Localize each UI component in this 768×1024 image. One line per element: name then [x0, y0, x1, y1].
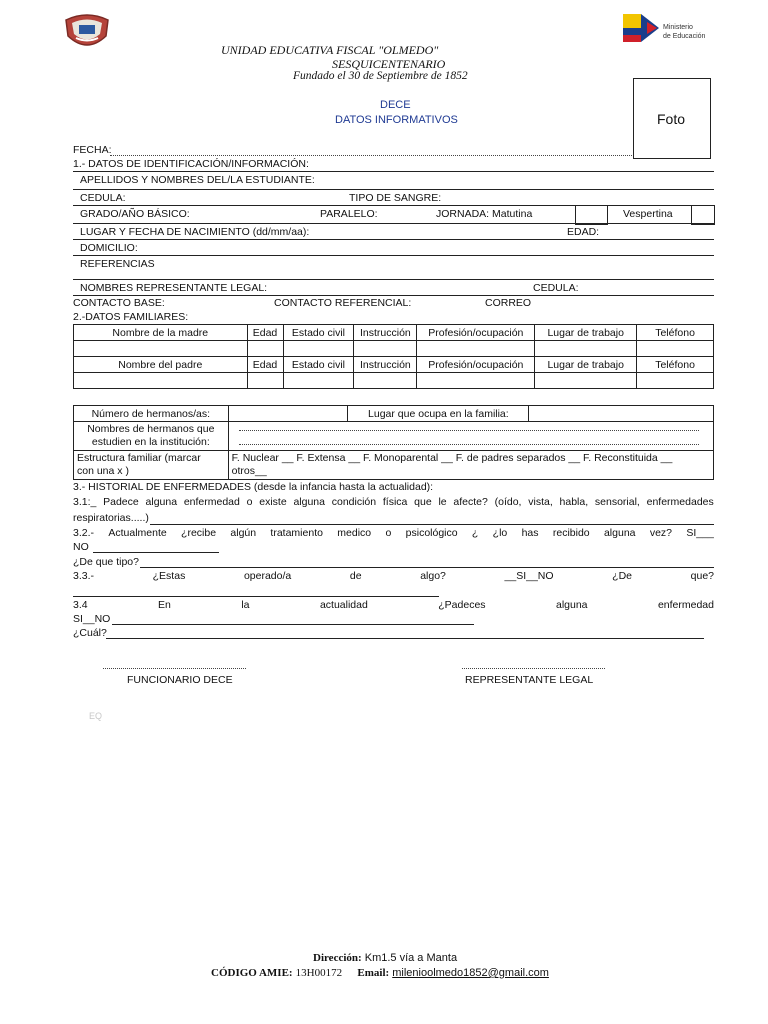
- paralelo-field[interactable]: PARALELO:: [320, 208, 378, 220]
- ministry-logo: [623, 14, 723, 44]
- question-word: vez?: [649, 527, 673, 539]
- question-word: condición: [331, 496, 377, 508]
- question-word: que?: [690, 570, 714, 582]
- question-word: o: [385, 527, 392, 539]
- question-word: vista,: [528, 496, 553, 508]
- input-cell[interactable]: [247, 341, 283, 357]
- hermanos-estudian-line2: estudien en la institución:: [91, 436, 210, 448]
- tipo-sangre-field[interactable]: TIPO DE SANGRE:: [349, 192, 442, 204]
- header-cell: Instrucción: [354, 357, 417, 373]
- grado-field[interactable]: GRADO/AÑO BÁSICO:: [80, 208, 190, 220]
- question-word: has: [521, 527, 539, 539]
- question-word: que: [414, 496, 432, 508]
- question-word: algo?: [420, 570, 446, 582]
- hermanos-estudian-label: [74, 422, 229, 451]
- direccion-label: Dirección:: [313, 952, 362, 964]
- section2-title: 2.-DATOS FAMILIARES:: [73, 311, 189, 323]
- question-word: 3.1:_: [73, 496, 97, 508]
- cedula-field[interactable]: CEDULA:: [80, 192, 126, 204]
- question-word: operado/a: [243, 570, 292, 582]
- estructura-options-line2: otros__: [231, 465, 267, 477]
- mother-header-row: [74, 325, 714, 341]
- estructura-label: [74, 451, 229, 480]
- question-word: ¿De: [612, 570, 633, 582]
- section1-title: 1.- DATOS DE IDENTIFICACIÓN/INFORMACIÓN:: [73, 158, 309, 170]
- header-cell: Profesión/ocupación: [417, 325, 535, 341]
- question-word: Actualmente: [108, 527, 167, 539]
- photo-label: Foto: [657, 111, 686, 127]
- siblings-count-row: [74, 406, 714, 422]
- edad-field[interactable]: EDAD:: [567, 226, 600, 238]
- header-cell: Lugar de trabajo: [535, 325, 637, 341]
- domicilio-field[interactable]: DOMICILIO:: [80, 242, 138, 254]
- input-cell[interactable]: [535, 373, 637, 389]
- header-cell: Teléfono: [637, 325, 714, 341]
- question-3-2: [73, 527, 714, 540]
- answer-line[interactable]: [150, 524, 714, 525]
- question-word: 3.2.-: [73, 527, 95, 539]
- question-word: habla,: [559, 496, 589, 508]
- amie-value: 13H00172: [295, 967, 343, 979]
- rule: [73, 223, 714, 224]
- contacto-base-field[interactable]: CONTACTO BASE:: [73, 297, 165, 309]
- family-structure-row: [74, 451, 714, 480]
- email-label: Email:: [357, 967, 390, 979]
- question-word: recibido: [552, 527, 590, 539]
- input-cell[interactable]: [637, 373, 714, 389]
- question-3-2-no: NO: [73, 541, 89, 553]
- fecha-line[interactable]: [110, 155, 632, 156]
- question-word: existe: [259, 496, 287, 508]
- question-word: ¿recibe: [181, 527, 217, 539]
- input-cell[interactable]: [354, 373, 417, 389]
- parents-table: [73, 324, 714, 389]
- question-3-1-line2: respiratorias.....): [73, 512, 149, 524]
- ministry-name-line1: Ministerio: [663, 24, 693, 31]
- email-link[interactable]: milenioolmedo1852@gmail.com: [392, 967, 549, 979]
- input-cell[interactable]: [535, 341, 637, 357]
- input-cell[interactable]: [354, 341, 417, 357]
- input-cell[interactable]: [74, 373, 248, 389]
- estructura-line1: Estructura familiar (marcar: [77, 452, 201, 464]
- estructura-options[interactable]: [228, 451, 713, 480]
- num-hermanos-label: Número de hermanos/as:: [74, 406, 229, 422]
- header-cell: Instrucción: [354, 325, 417, 341]
- input-cell[interactable]: [283, 341, 354, 357]
- question-word: SI___: [686, 527, 714, 539]
- footer-contact: [211, 967, 549, 979]
- rule: [73, 171, 714, 172]
- header-cell: Edad: [247, 357, 283, 373]
- photo-box: [633, 78, 711, 159]
- header-cell: Teléfono: [637, 357, 714, 373]
- header-cell: Lugar de trabajo: [535, 357, 637, 373]
- vespertina-checkbox[interactable]: [691, 205, 715, 225]
- amie-label: CÓDIGO AMIE:: [211, 967, 293, 979]
- correo-field[interactable]: CORREO: [485, 297, 532, 309]
- question-word: medico: [337, 527, 372, 539]
- header-cell: Nombre del padre: [74, 357, 248, 373]
- question-word: tratamiento: [270, 527, 323, 539]
- siblings-table: [73, 405, 714, 480]
- rule: [73, 239, 714, 240]
- question-word: 3.4: [73, 599, 88, 611]
- lugar-familia-label: Lugar que ocupa en la familia:: [348, 406, 529, 422]
- apellidos-field[interactable]: APELLIDOS Y NOMBRES DEL/LA ESTUDIANTE:: [80, 174, 315, 186]
- hermanos-estudian-input[interactable]: [228, 422, 713, 451]
- matutina-checkbox[interactable]: [575, 205, 608, 225]
- contacto-referencial-field[interactable]: CONTACTO REFERENCIAL:: [274, 297, 412, 309]
- input-cell[interactable]: [74, 341, 248, 357]
- question-3-4-cual: ¿Cuál?: [73, 627, 107, 639]
- question-word: le: [438, 496, 447, 508]
- question-3-2-tipo: ¿De que tipo?: [73, 556, 139, 568]
- question-word: alguna: [555, 599, 588, 611]
- department-title: DECE: [380, 99, 411, 111]
- question-word: enfermedad: [183, 496, 240, 508]
- signature-line-funcionario[interactable]: [103, 668, 246, 669]
- question-word: enfermedades: [646, 496, 714, 508]
- father-data-row: [74, 373, 714, 389]
- lugar-fecha-nacimiento-field[interactable]: LUGAR Y FECHA DE NACIMIENTO (dd/mm/aa):: [80, 226, 310, 238]
- dotted-line: [239, 444, 699, 445]
- cedula-representante-field[interactable]: CEDULA:: [533, 282, 579, 294]
- header-cell: Profesión/ocupación: [417, 357, 535, 373]
- question-word: (oído,: [494, 496, 522, 508]
- question-word: física: [382, 496, 408, 508]
- question-word: psicológico: [405, 527, 458, 539]
- question-word: __SI__NO: [504, 570, 554, 582]
- question-word: 3.3.-: [73, 570, 95, 582]
- form-title: DATOS INFORMATIVOS: [335, 114, 458, 126]
- question-word: enfermedad: [657, 599, 714, 611]
- input-cell[interactable]: [417, 373, 535, 389]
- estructura-line2: con una x ): [77, 465, 129, 477]
- jornada-matutina-label: JORNADA: Matutina: [436, 208, 533, 220]
- school-subtitle: SESQUICENTENARIO: [332, 57, 446, 71]
- rule: [73, 255, 714, 256]
- header-cell: Estado civil: [283, 325, 354, 341]
- rule: [73, 189, 714, 190]
- header-cell: Edad: [247, 325, 283, 341]
- header-cell: Estado civil: [283, 357, 354, 373]
- funcionario-dece-label: FUNCIONARIO DECE: [127, 674, 233, 686]
- representante-legal-label: REPRESENTANTE LEGAL: [465, 674, 594, 686]
- siblings-names-row: [74, 422, 714, 451]
- question-word: En: [158, 599, 171, 611]
- input-cell[interactable]: [417, 341, 535, 357]
- input-cell[interactable]: [637, 341, 714, 357]
- answer-line[interactable]: [73, 596, 439, 597]
- rule: [73, 295, 714, 296]
- answer-line[interactable]: [106, 638, 704, 639]
- watermark-text: EQ: [89, 711, 103, 721]
- question-word: o: [246, 496, 253, 508]
- hermanos-estudian-line1: Nombres de hermanos que: [87, 423, 215, 435]
- school-logo: [62, 12, 112, 52]
- question-3-3: [73, 570, 714, 583]
- question-word: Padece: [103, 496, 139, 508]
- rule: [73, 279, 714, 280]
- question-word: ¿: [471, 527, 479, 539]
- question-word: sensorial,: [594, 496, 640, 508]
- ministry-name-line2: de Educación: [663, 33, 706, 40]
- question-3-4: [73, 599, 714, 612]
- input-cell[interactable]: [283, 373, 354, 389]
- representante-field[interactable]: NOMBRES REPRESENTANTE LEGAL:: [80, 282, 268, 294]
- question-word: alguna: [145, 496, 178, 508]
- rule: [73, 205, 714, 206]
- num-hermanos-input[interactable]: [228, 406, 348, 422]
- mother-data-row: [74, 341, 714, 357]
- question-word: ¿Estas: [152, 570, 186, 582]
- question-word: actualidad: [319, 599, 368, 611]
- question-word: afecte?: [453, 496, 488, 508]
- question-word: algún: [230, 527, 257, 539]
- answer-line[interactable]: [93, 552, 219, 553]
- signature-line-representante[interactable]: [462, 668, 605, 669]
- direccion-value: Km1.5 vía a Manta: [364, 952, 458, 964]
- header-cell: Nombre de la madre: [74, 325, 248, 341]
- question-word: de: [349, 570, 362, 582]
- referencias-field[interactable]: REFERENCIAS: [80, 258, 155, 270]
- question-3-1: [73, 496, 714, 509]
- dotted-line: [239, 430, 699, 431]
- lugar-familia-input[interactable]: [529, 406, 714, 422]
- vespertina-label: Vespertina: [623, 208, 673, 220]
- question-word: ¿Padeces: [438, 599, 486, 611]
- input-cell[interactable]: [247, 373, 283, 389]
- question-word: la: [241, 599, 250, 611]
- question-3-4-sino: SI__NO: [73, 613, 111, 625]
- section3-title: 3.- HISTORIAL DE ENFERMEDADES (desde la infancia hasta la actualidad):: [73, 481, 434, 493]
- answer-line[interactable]: [140, 567, 714, 568]
- school-name: UNIDAD EDUCATIVA FISCAL "OLMEDO": [221, 43, 439, 57]
- estructura-options-line1: F. Nuclear __ F. Extensa __ F. Monoparental __ F. de padres separados __ F. Reconstituida __: [231, 452, 673, 464]
- father-header-row: [74, 357, 714, 373]
- footer-address: [313, 952, 457, 964]
- fecha-label: FECHA:: [73, 144, 112, 156]
- answer-line[interactable]: [112, 624, 474, 625]
- question-word: alguna: [293, 496, 325, 508]
- question-word: ¿lo: [492, 527, 508, 539]
- school-founded: Fundado el 30 de Septiembre de 1852: [293, 70, 468, 82]
- question-word: alguna: [603, 527, 636, 539]
